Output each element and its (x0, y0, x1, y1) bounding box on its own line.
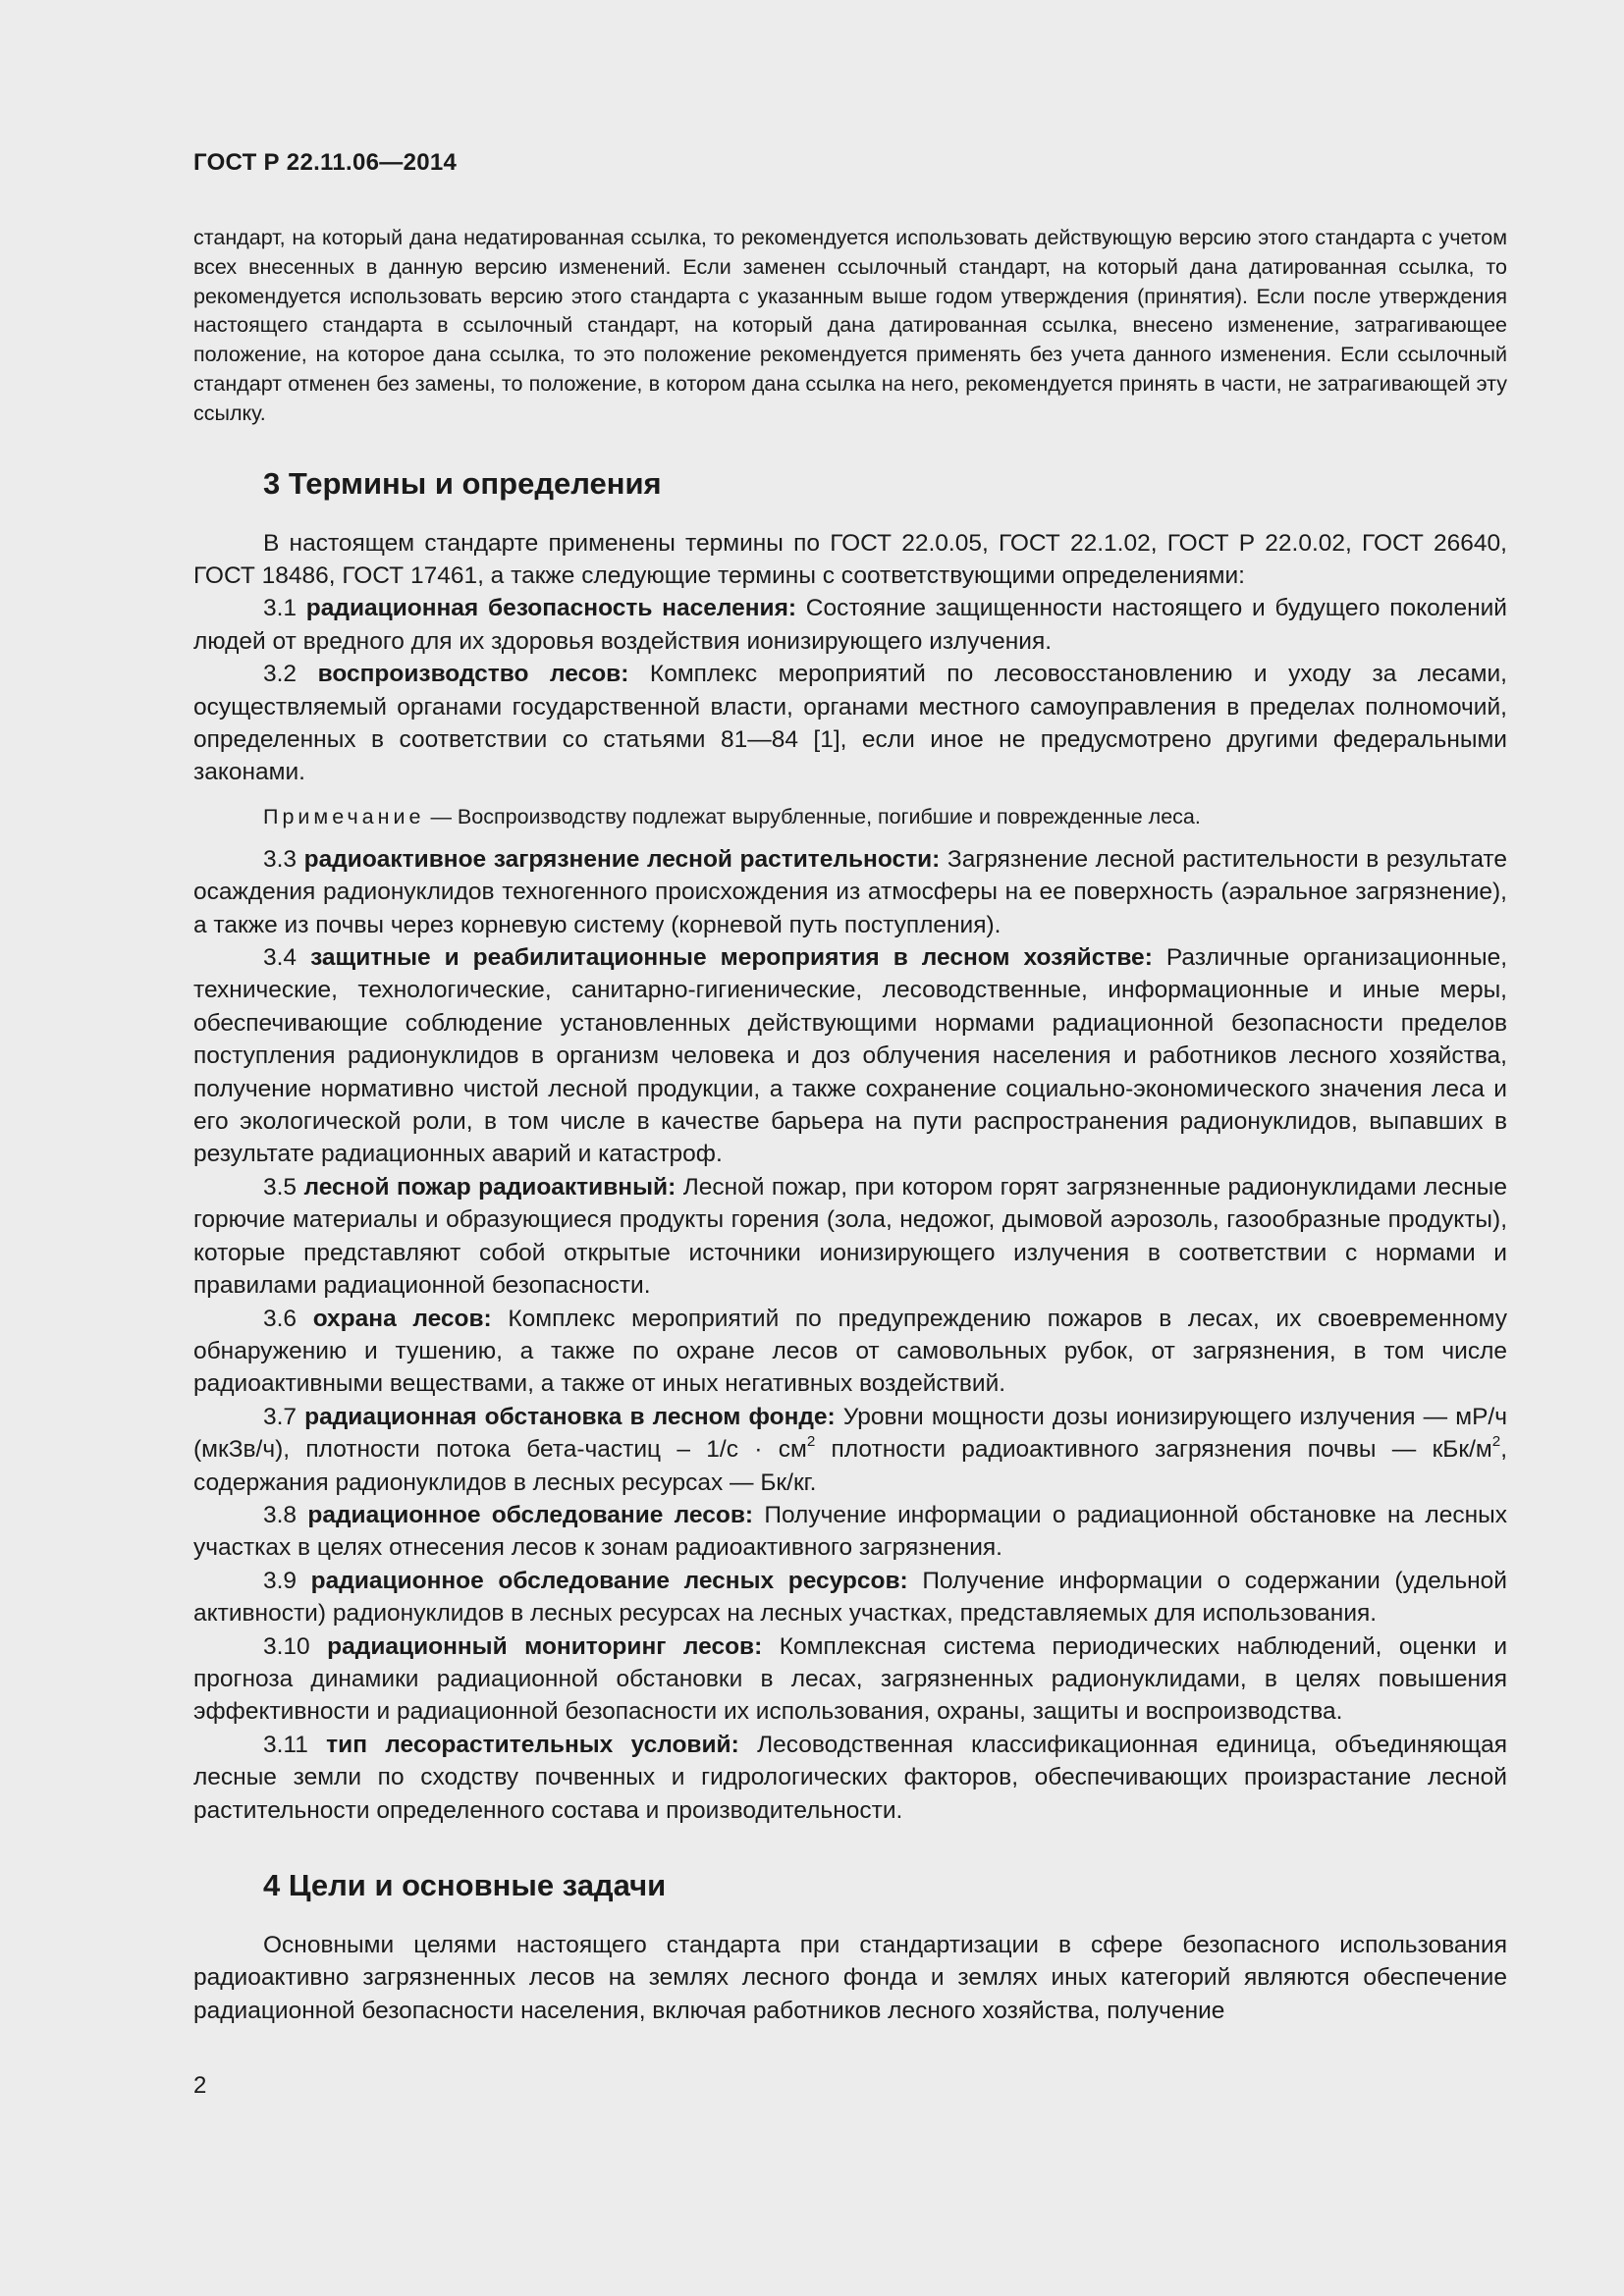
term-title: воспроизводство лесов: (317, 661, 629, 688)
page-number: 2 (193, 2072, 207, 2099)
term-3-6 (193, 1303, 1507, 1401)
term-title: радиационное обследование лесных ресурсов: (310, 1567, 908, 1594)
superscript: 2 (1491, 1433, 1501, 1451)
term-definition: Получение информации о радиационной обстановке на лесных участках в целях отнесения лесов к зонам радиоактивного загрязнения. (193, 1501, 1507, 1562)
term-title: тип лесорастительных условий: (326, 1731, 739, 1758)
term-definition: Комплекс мероприятий по предупреждению пожаров в лесах, их своевременному обнаружению и тушению, а также по охране лесов от самовольных рубок, от загрязнения, в том числе радиоактивными веществами, а также от иных негативных воздействий. (193, 1305, 1507, 1398)
term-definition: Лесной пожар, при котором горят загрязненные радионуклидами лесные горючие материалы и образующиеся продукты горения (зола, недожог, дымовой аэрозоль, газообразные продукты), которые представляют собой открытые источники ионизирующего излучения в соответствии с нормами и правилами радиационной безопасности. (193, 1173, 1507, 1300)
term-definition: Лесоводственная классификационная единица, объединяющая лесные земли по сходству почвенных и гидрологических факторов, обеспечивающих произрастание лесной растительности определенного состава и производительности. (193, 1731, 1507, 1824)
term-definition: Комплексная система периодических наблюдений, оценки и прогноза динамики радиационной обстановки в лесах, загрязненных радионуклидами, в целях повышения эффективности и радиационной безопасности их использования, охраны, защиты и воспроизводства. (193, 1632, 1508, 1726)
term-title: радиационная обстановка в лесном фонде: (304, 1403, 836, 1430)
term-definition: Состояние защищенности настоящего и будущего поколений людей от вредного для их здоровья воздействия ионизирующего излучения. (193, 595, 1507, 655)
term-definition-part3: , содержания радионуклидов в лесных ресурсах — Бк/кг. (193, 1436, 1507, 1496)
term-definition: Загрязнение лесной растительности в результате осаждения радионуклидов техногенного происхождения из атмосферы на ее поверхность (аэральное загрязнение), а также из почвы через корневую систему (корневой путь поступления). (193, 845, 1507, 938)
term-title: охрана лесов: (312, 1305, 492, 1332)
term-3-2 (193, 658, 1507, 789)
term-3-3 (193, 843, 1507, 941)
term-number: 3.6 (263, 1305, 298, 1332)
term-title: радиационная безопасность населения: (305, 595, 797, 622)
term-3-9 (193, 1565, 1507, 1630)
term-definition-part2: плотности радиоактивного загрязнения почвы — кБк/м (815, 1436, 1492, 1464)
term-number: 3.2 (263, 661, 298, 688)
term-title: лесной пожар радиоактивный: (303, 1173, 677, 1201)
document-content (193, 224, 1507, 2027)
term-definition-part1: Уровни мощности дозы ионизирующего излучения — мР/ч (мкЗв/ч), плотности потока бета-частиц – 1/с · см (193, 1403, 1507, 1464)
intro-paragraph: стандарт, на который дана недатированная ссылка, то рекомендуется использовать действующую версию этого стандарта с учетом всех внесенных в данную версию изменений. Если заменен ссылочный стандарт, на который дана датированная ссылка, то рекомендуется использовать версию этого стандарта с указанным выше годом утверждения (принятия). Если после утверждения настоящего стандарта в ссылочный стандарт, на который дана датированная ссылка, внесено изменение, затрагивающее положение, на которое дана ссылка, то это положение рекомендуется применять без учета данного изменения. Если ссылочный стандарт отменен без замены, то положение, в котором дана ссылка на него, рекомендуется принять в части, не затрагивающей эту ссылку. (193, 226, 1507, 425)
note (193, 802, 1507, 831)
term-3-8 (193, 1499, 1507, 1565)
term-definition: Получение информации о содержании (удельной активности) радионуклидов в лесных ресурсах на лесных участках, представляемых для использования. (193, 1567, 1507, 1628)
term-definition: Комплекс мероприятий по лесовосстановлению и уходу за лесами, осуществляемый органами государственной власти, органами местного самоуправления в пределах полномочий, определенных в соответствии со статьями 81—84 [1], если иное не предусмотрено другими федеральными законами. (193, 661, 1507, 786)
term-title: радиоактивное загрязнение лесной растительности: (303, 845, 941, 873)
section-3-heading: 3 Термины и определения (263, 465, 662, 501)
term-3-4 (193, 941, 1507, 1171)
section-4-heading: 4 Цели и основные задачи (263, 1868, 667, 1903)
term-number: 3.3 (263, 845, 298, 873)
note-dash: — (430, 804, 452, 828)
section-4-paragraph: Основными целями настоящего стандарта при стандартизации в сфере безопасного использования радиоактивно загрязненных лесов на землях лесного фонда и землях иных категорий являются обеспечение радиационной безопасности населения, включая работников лесного хозяйства, получение (193, 1932, 1507, 2024)
section-3-intro: В настоящем стандарте применены термины по ГОСТ 22.0.05, ГОСТ 22.1.02, ГОСТ Р 22.0.02, ГОСТ 26640, ГОСТ 18486, ГОСТ 17461, а также следующие термины с соответствующими определениями: (193, 529, 1507, 589)
term-number: 3.7 (263, 1403, 298, 1430)
term-3-11 (193, 1729, 1507, 1827)
term-number: 3.8 (263, 1501, 298, 1528)
superscript: 2 (806, 1433, 816, 1451)
term-title: защитные и реабилитационные мероприятия в лесном хозяйстве: (310, 944, 1153, 972)
term-number: 3.4 (263, 944, 298, 972)
term-number: 3.5 (263, 1173, 298, 1201)
term-3-5 (193, 1171, 1507, 1303)
note-label: Примечание (263, 804, 425, 828)
term-3-10 (193, 1630, 1507, 1729)
term-title: радиационное обследование лесов: (307, 1501, 754, 1528)
term-number: 3.10 (263, 1632, 310, 1660)
document-header-title: ГОСТ Р 22.11.06—2014 (193, 149, 458, 176)
term-number: 3.11 (263, 1731, 308, 1758)
term-number: 3.9 (263, 1567, 298, 1594)
term-3-7 (193, 1401, 1507, 1499)
term-3-1 (193, 592, 1507, 658)
term-title: радиационный мониторинг лесов: (327, 1632, 763, 1660)
term-definition: Различные организационные, технические, технологические, санитарно-гигиенические, лесоводственные, информационные и иные меры, обеспечивающие соблюдение установленных действующими нормами радиационной безопасности пределов поступления радионуклидов в организм человека и доз облучения населения и работников лесного хозяйства, получение нормативно чистой лесной продукции, а также сохранение социально-экономического значения леса и его экологической роли, в том числе в качестве барьера на пути распространения радионуклидов, выпавших в результате радиационных аварий и катастроф. (193, 944, 1507, 1168)
note-text: Воспроизводству подлежат вырубленные, погибшие и поврежденные леса. (457, 804, 1201, 828)
term-number: 3.1 (263, 595, 298, 622)
